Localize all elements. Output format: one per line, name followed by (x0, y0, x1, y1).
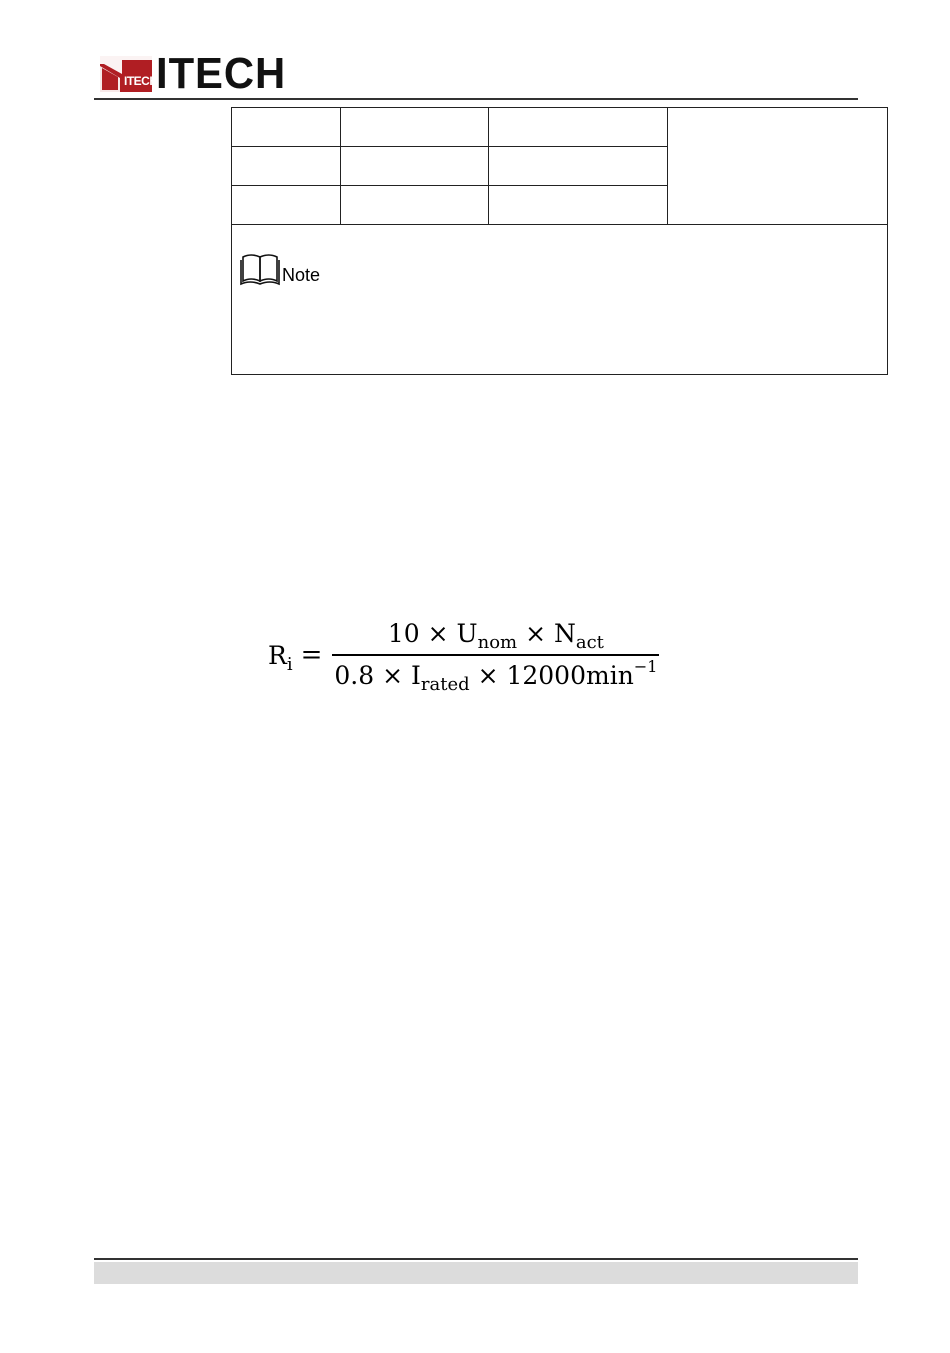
numerator-term: × N (517, 619, 576, 649)
table-cell (489, 108, 668, 147)
table-cell (232, 147, 341, 186)
table-cell (341, 147, 489, 186)
formula-subscript: i (286, 653, 293, 675)
logo-wordmark: ITECH (156, 49, 287, 98)
footer-divider (94, 1258, 858, 1260)
denominator-term: × 12000min (469, 660, 634, 690)
note-cell (232, 225, 888, 375)
logo-mark (100, 56, 158, 92)
table-cell-merged (668, 108, 888, 225)
fraction-bar (332, 654, 659, 656)
table-cell (232, 108, 341, 147)
formula-symbol: R (268, 640, 287, 670)
numerator-subscript: act (575, 632, 604, 654)
note-label: Note (282, 265, 321, 285)
formula-denominator (332, 656, 659, 695)
formula-numerator (386, 617, 606, 654)
table-row (232, 108, 888, 147)
numerator-subscript: nom (477, 632, 518, 654)
note-header (240, 253, 320, 285)
formula-fraction (332, 617, 659, 693)
book-icon (240, 253, 280, 285)
logo-mark-text: ITECH (124, 74, 158, 88)
denominator-term: 0.8 × I (334, 660, 421, 690)
table-cell (341, 186, 489, 225)
table-cell (489, 186, 668, 225)
numerator-term: 10 × U (387, 619, 478, 649)
table-cell (341, 108, 489, 147)
table-cell (232, 186, 341, 225)
footer-band (94, 1262, 858, 1284)
spec-table (231, 107, 888, 375)
header-divider (94, 98, 858, 100)
note-row (232, 225, 888, 375)
itech-logo (100, 49, 293, 98)
formula-equals: = (300, 640, 323, 670)
formula-lhs (268, 640, 293, 675)
denominator-superscript: −1 (633, 656, 658, 676)
table-cell (489, 147, 668, 186)
denominator-subscript: rated (420, 673, 470, 695)
internal-resistance-formula (268, 610, 659, 700)
